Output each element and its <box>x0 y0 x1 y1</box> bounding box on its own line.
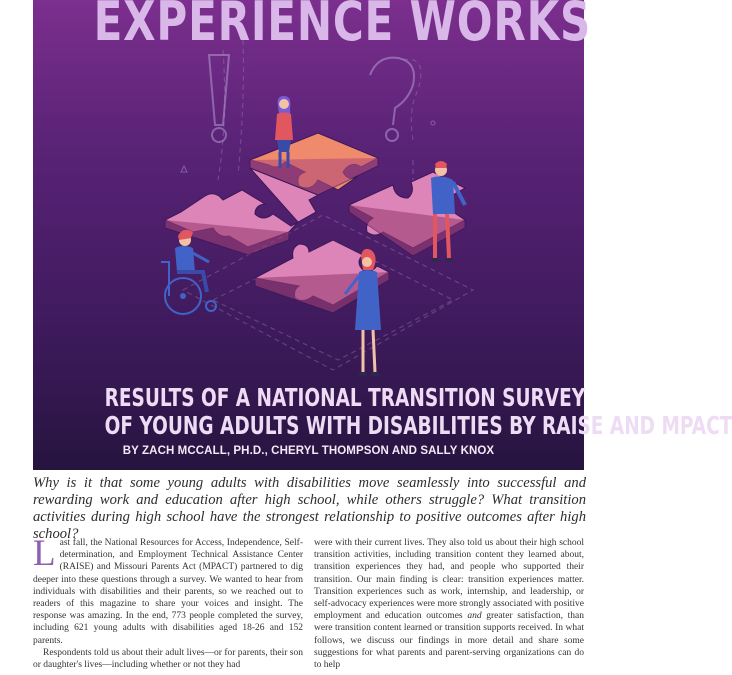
triangle-decor <box>181 166 187 172</box>
body-paragraph: Respondents told us about their adult lives—or for parents, their son or daughter's lives—including whether or not they had <box>33 647 303 671</box>
body-text: were with their current lives. They also told us about their high school transition activities, including transition content they learned about, transition experiences they had, and people who supported their transition. Our main finding is clear: transition experiences matter. Transition experiences such as work, internship, and leadership, or self-advocacy experiences were more strongly associated with positive employment and education outcomes <box>314 538 584 622</box>
question-dot <box>386 129 398 141</box>
exclamation-icon <box>209 55 229 125</box>
exclamation-dot <box>212 128 226 142</box>
drop-cap: L <box>33 533 56 574</box>
exclamation-dash <box>218 40 243 180</box>
body-text: greater satisfaction, than were transition content learned or transition supports received. In what follows, we discuss our findings in more detail and share some suggestions for what parents and parent-serving organizations can do to help <box>314 611 584 671</box>
page-title: EXPERIENCE WORKS <box>93 0 592 53</box>
question-icon <box>370 58 414 125</box>
article-dek: Why is it that some young adults with disabilities move seamlessly into successful and rewarding work and education after high school, while others struggle? What transition activities during high school have the strongest relationship to positive outcomes after high school? <box>33 475 586 542</box>
body-paragraph <box>33 533 303 647</box>
dot-decor <box>431 121 435 125</box>
body-column-left <box>33 533 303 671</box>
hero-illustration <box>33 0 732 470</box>
body-column-right <box>314 537 584 671</box>
body-paragraph <box>314 537 584 671</box>
question-dash <box>403 59 421 185</box>
body-emphasis: and <box>467 611 482 622</box>
subtitle-line-2: OF YOUNG ADULTS WITH DISABILITIES BY RAISE AND MPACT <box>104 411 732 440</box>
body-text: ast fall, the National Resources for Access, Independence, Self-determination, and Employment Technical Assistance Center (RAISE) and Missouri Parents Act (MPACT) partnered to dig deeper into these questions through a survey. We wanted to hear from individuals with disabilities and their parents, so we reached out to readers of this magazine to share your voices and insight. The response was amazing. In the end, 773 people completed the survey, including 621 young adults with disabilities aged 18-26 and 152 parents. <box>33 538 303 646</box>
subtitle-line-1: RESULTS OF A NATIONAL TRANSITION SURVEY <box>104 383 586 412</box>
byline: BY ZACH MCCALL, PH.D., CHERYL THOMPSON AND SALLY KNOX <box>122 445 495 457</box>
